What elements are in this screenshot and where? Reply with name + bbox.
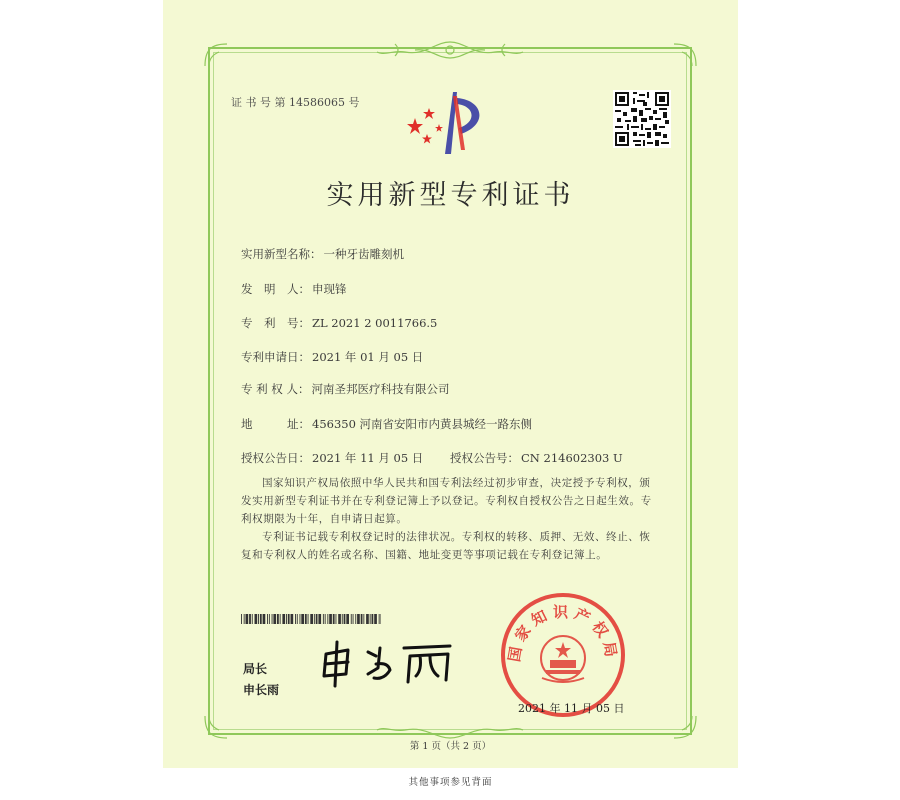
field-inventor — [241, 281, 347, 297]
field-value: 2021 年 01 月 05 日 — [312, 350, 424, 364]
field-label: 授权公告日： — [241, 451, 310, 465]
handwritten-signature-icon — [318, 640, 458, 688]
field-label: 授权公告号： — [450, 451, 519, 465]
field-filing-date — [241, 349, 423, 365]
back-note: 其他事项参见背面 — [408, 777, 493, 788]
page-indicator: 第 1 页（共 2 页） — [409, 741, 492, 752]
legal-status-paragraph: 专利证书记载专利权登记时的法律状况。专利权的转移、质押、无效、终止、恢复和专利权人的姓名或名称、国籍、地址变更等事项记载在专利登记簿上。 — [241, 531, 651, 561]
patent-certificate — [163, 0, 738, 788]
field-label: 发 明 人： — [241, 282, 310, 296]
grant-statement-paragraph: 国家知识产权局依照中华人民共和国专利法经过初步审查，决定授予专利权，颁发实用新型专利证书并在专利登记簿上予以登记。专利权自授权公告之日起生效。专利权期限为十年，自申请日起算。 — [241, 477, 652, 525]
field-label: 专 利 号： — [241, 316, 310, 330]
field-value: ZL 2021 2 0011766.5 — [312, 316, 438, 330]
barcode-icon — [241, 614, 381, 624]
field-label: 专利申请日： — [241, 350, 310, 364]
field-value: CN 214602303 U — [521, 451, 623, 465]
cnipa-logo-icon — [405, 88, 495, 158]
field-label: 地 址： — [241, 417, 310, 431]
field-patent-number — [241, 315, 437, 331]
field-value: 申现锋 — [312, 282, 347, 296]
certificate-title: 实用新型专利证书 — [326, 180, 575, 211]
field-label: 专 利 权 人： — [241, 382, 310, 396]
field-patentee — [241, 381, 449, 397]
certificate-number: 证 书 号 第 14586065 号 — [231, 96, 360, 109]
field-value: 2021 年 11 月 05 日 — [312, 451, 424, 465]
seal-date: 2021 年 11 月 05 日 — [518, 702, 625, 715]
qr-code-icon — [613, 90, 671, 148]
field-utility-model-name — [241, 246, 404, 262]
field-address — [241, 416, 532, 432]
field-label: 实用新型名称： — [241, 247, 322, 261]
corner-ornament-icon — [201, 40, 231, 70]
signatory-title: 局长 — [243, 662, 268, 676]
svg-text:国家知识产权局: 国家知识产权局 — [505, 603, 621, 664]
signatory-name: 申长雨 — [243, 683, 280, 697]
field-value: 河南圣邦医疗科技有限公司 — [311, 382, 450, 396]
field-grant-date — [241, 450, 423, 466]
corner-ornament-icon — [670, 40, 700, 70]
field-grant-number — [450, 450, 623, 466]
field-value: 456350 河南省安阳市内黄县城经一路东侧 — [312, 417, 533, 431]
field-value: 一种牙齿雕刻机 — [323, 247, 404, 261]
top-ornament-icon — [375, 38, 525, 62]
